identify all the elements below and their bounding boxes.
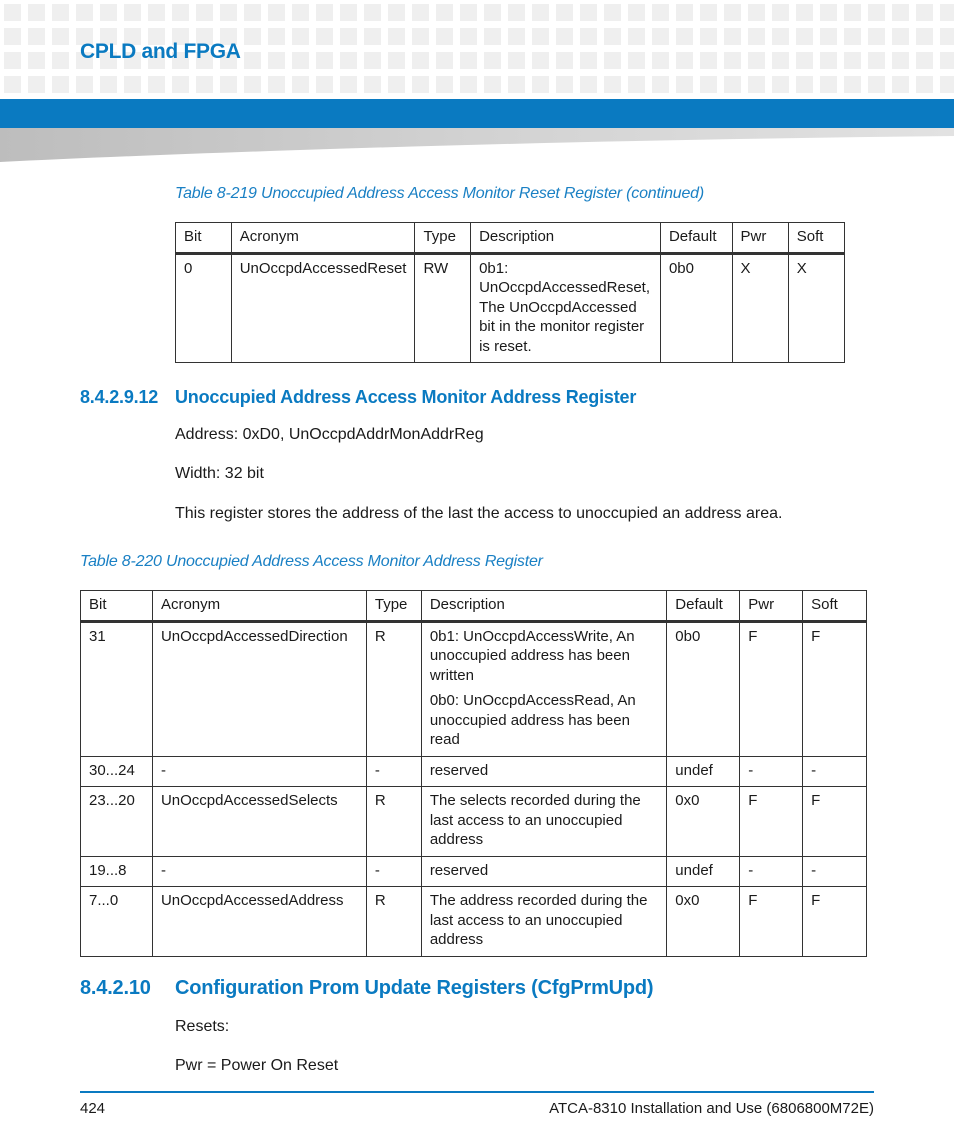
- header-pattern-tile: [700, 28, 717, 45]
- cell-bit: 30...24: [81, 756, 153, 787]
- header-pattern-tile: [172, 4, 189, 21]
- document-title: ATCA-8310 Installation and Use (6806800M72E): [549, 1100, 874, 1117]
- header-pattern-tile: [436, 28, 453, 45]
- header-pattern-tile: [340, 4, 357, 21]
- header-pattern-tile: [124, 4, 141, 21]
- header-pattern-tile: [340, 28, 357, 45]
- table1-caption: Table 8-219 Unoccupied Address Access Monitor Reset Register (continued): [175, 185, 704, 202]
- header-pattern-tile: [28, 76, 45, 93]
- cell-bit: 23...20: [81, 787, 153, 857]
- table2: [80, 590, 867, 957]
- cell-soft: X: [788, 253, 844, 363]
- cell-acronym: -: [152, 756, 366, 787]
- header-pattern-tile: [244, 52, 261, 69]
- header-pattern-tile: [4, 76, 21, 93]
- header-pattern-tile: [124, 76, 141, 93]
- cell-acronym: -: [152, 856, 366, 887]
- cell-type: R: [366, 887, 421, 957]
- table-row: [81, 621, 867, 756]
- header-pattern-tile: [724, 28, 741, 45]
- header-pattern-tile: [508, 4, 525, 21]
- header-pattern-tile: [292, 28, 309, 45]
- header-pattern-tile: [436, 4, 453, 21]
- header-pattern-tile: [556, 28, 573, 45]
- header-pattern-tile: [748, 28, 765, 45]
- header-pattern-tile: [268, 28, 285, 45]
- header-pattern-tile: [340, 76, 357, 93]
- cell-pwr: F: [740, 887, 803, 957]
- header-pattern-tile: [628, 28, 645, 45]
- header-pattern-tile: [652, 4, 669, 21]
- table2-caption: Table 8-220 Unoccupied Address Access Monitor Address Register: [80, 553, 543, 570]
- table1-col-header: Description: [471, 223, 661, 254]
- cell-acronym: UnOccpdAccessedDirection: [152, 621, 366, 756]
- header-pattern-tile: [196, 76, 213, 93]
- header-pattern-tile: [388, 4, 405, 21]
- header-pattern-tile: [796, 4, 813, 21]
- header-pattern-tile: [316, 52, 333, 69]
- header-pattern-tile: [628, 4, 645, 21]
- header-pattern-tile: [652, 76, 669, 93]
- header-pattern-tile: [796, 52, 813, 69]
- header-pattern-tile: [676, 4, 693, 21]
- cell-soft: F: [803, 621, 867, 756]
- register-address: Address: 0xD0, UnOccpdAddrMonAddrReg: [175, 426, 484, 443]
- cell-pwr: -: [740, 856, 803, 887]
- header-pattern-tile: [916, 28, 933, 45]
- table2-col-header: Soft: [803, 591, 867, 622]
- header-pattern-tile: [604, 52, 621, 69]
- header-pattern-tile: [436, 52, 453, 69]
- cell-description: [421, 856, 666, 887]
- header-pattern-tile: [340, 52, 357, 69]
- header-pattern-tile: [676, 76, 693, 93]
- pwr-reset-definition: Pwr = Power On Reset: [175, 1057, 339, 1074]
- header-pattern-tile: [820, 76, 837, 93]
- header-pattern-tile: [364, 4, 381, 21]
- description-line: The selects recorded during the last access to an unoccupied address: [429, 792, 641, 848]
- header-pattern-tile: [580, 28, 597, 45]
- header-pattern-tile: [580, 4, 597, 21]
- description-line: 0b0: UnOccpdAccessRead, An unoccupied address has been read: [429, 692, 636, 748]
- header-pattern-tile: [244, 28, 261, 45]
- page-number: 424: [80, 1100, 106, 1117]
- register-description: This register stores the address of the last the access to unoccupied an address area.: [175, 505, 783, 522]
- header-pattern-tile: [604, 76, 621, 93]
- header-pattern-tile: [724, 76, 741, 93]
- cell-pwr: -: [740, 756, 803, 787]
- header-pattern-tile: [796, 76, 813, 93]
- header-pattern-tile: [940, 52, 954, 69]
- header-pattern-tile: [844, 76, 861, 93]
- section-heading: [80, 387, 636, 408]
- cell-default: undef: [667, 756, 740, 787]
- header-pattern-tile: [220, 76, 237, 93]
- header-pattern-tile: [364, 28, 381, 45]
- cell-bit: 7...0: [81, 887, 153, 957]
- section-number: 8.4.2.9.12: [80, 387, 159, 407]
- cell-bit: 19...8: [81, 856, 153, 887]
- chapter-title: CPLD and FPGA: [80, 40, 241, 63]
- header-pattern-tile: [844, 52, 861, 69]
- table1-col-header: Pwr: [732, 223, 788, 254]
- header-pattern-tile: [820, 28, 837, 45]
- cell-description: [421, 621, 666, 756]
- header-pattern-tile: [772, 76, 789, 93]
- header-blue-bar: [0, 99, 954, 128]
- header-pattern-tile: [508, 28, 525, 45]
- header-pattern-tile: [868, 52, 885, 69]
- header-pattern-tile: [772, 4, 789, 21]
- header-pattern-tile: [724, 4, 741, 21]
- cell-soft: F: [803, 787, 867, 857]
- section-heading: [80, 977, 653, 1000]
- header-pattern-tile: [604, 4, 621, 21]
- table2-col-header: Acronym: [152, 591, 366, 622]
- cell-acronym: UnOccpdAccessedAddress: [152, 887, 366, 957]
- cell-default: 0x0: [667, 887, 740, 957]
- header-pattern-tile: [292, 76, 309, 93]
- header-pattern-tile: [460, 4, 477, 21]
- header-pattern-tile: [484, 28, 501, 45]
- cell-default: 0x0: [667, 787, 740, 857]
- header-pattern-tile: [388, 76, 405, 93]
- header-pattern-tile: [316, 76, 333, 93]
- cell-soft: -: [803, 756, 867, 787]
- header-pattern-tile: [316, 28, 333, 45]
- header-pattern-tile: [4, 4, 21, 21]
- header-pattern-tile: [940, 4, 954, 21]
- header-pattern-tile: [412, 52, 429, 69]
- header-pattern-tile: [532, 4, 549, 21]
- description-line: 0b1: UnOccpdAccessWrite, An unoccupied address has been written: [429, 627, 635, 684]
- register-width: Width: 32 bit: [175, 465, 264, 482]
- header-pattern-tile: [508, 76, 525, 93]
- header-pattern-tile: [412, 4, 429, 21]
- description-line: reserved: [429, 761, 489, 779]
- cell-bit: 0: [176, 253, 232, 363]
- header-pattern-tile: [748, 76, 765, 93]
- cell-type: R: [366, 787, 421, 857]
- header-pattern-tile: [820, 4, 837, 21]
- table1-col-header: Soft: [788, 223, 844, 254]
- header-pattern-tile: [28, 52, 45, 69]
- table2-col-header: Bit: [81, 591, 153, 622]
- table1-col-header: Type: [415, 223, 471, 254]
- header-pattern-tile: [52, 76, 69, 93]
- table1-header-row: [176, 223, 845, 254]
- header-pattern-tile: [628, 52, 645, 69]
- header-pattern-tile: [556, 4, 573, 21]
- header-pattern-tile: [700, 76, 717, 93]
- footer-rule: [80, 1091, 874, 1093]
- header-pattern-tile: [652, 52, 669, 69]
- table2-col-header: Description: [421, 591, 666, 622]
- header-pattern-tile: [364, 52, 381, 69]
- header-pattern-tile: [484, 52, 501, 69]
- table-row: [81, 787, 867, 857]
- table-row: [176, 253, 845, 363]
- table1: [175, 222, 845, 363]
- header-pattern-tile: [868, 76, 885, 93]
- header-pattern-tile: [460, 28, 477, 45]
- header-pattern-tile: [892, 28, 909, 45]
- header-pattern-tile: [700, 4, 717, 21]
- table2-col-header: Type: [366, 591, 421, 622]
- header-pattern-tile: [652, 28, 669, 45]
- header-pattern-tile: [460, 76, 477, 93]
- cell-pwr: X: [732, 253, 788, 363]
- description-line: The address recorded during the last access to an unoccupied address: [429, 892, 648, 948]
- header-pattern-tile: [364, 76, 381, 93]
- header-pattern-tile: [292, 4, 309, 21]
- header-pattern-tile: [676, 28, 693, 45]
- header-pattern-tile: [892, 4, 909, 21]
- header-pattern-tile: [940, 76, 954, 93]
- header-pattern-tile: [172, 76, 189, 93]
- header-pattern-tile: [772, 52, 789, 69]
- header-pattern-tile: [868, 4, 885, 21]
- table2-col-header: Pwr: [740, 591, 803, 622]
- cell-pwr: F: [740, 621, 803, 756]
- table2-col-header: Default: [667, 591, 740, 622]
- cell-type: -: [366, 756, 421, 787]
- header-pattern-tile: [508, 52, 525, 69]
- header-pattern-tile: [244, 4, 261, 21]
- cell-soft: F: [803, 887, 867, 957]
- header-pattern-tile: [844, 28, 861, 45]
- header-pattern-tile: [580, 52, 597, 69]
- header-pattern-tile: [52, 28, 69, 45]
- cell-acronym: UnOccpdAccessedReset: [231, 253, 415, 363]
- header-pattern-tile: [940, 28, 954, 45]
- header-pattern-tile: [484, 4, 501, 21]
- header-pattern-tile: [484, 76, 501, 93]
- cell-default: undef: [667, 856, 740, 887]
- table-row: [81, 756, 867, 787]
- header-pattern-tile: [532, 28, 549, 45]
- header-pattern-tile: [268, 76, 285, 93]
- section-title: Unoccupied Address Access Monitor Address Register: [175, 387, 637, 407]
- table-row: [81, 887, 867, 957]
- header-pattern-tile: [268, 52, 285, 69]
- header-pattern-tile: [148, 4, 165, 21]
- cell-soft: -: [803, 856, 867, 887]
- cell-default: 0b0: [660, 253, 732, 363]
- cell-description: [421, 787, 666, 857]
- header-pattern-tile: [28, 4, 45, 21]
- header-pattern-tile: [676, 52, 693, 69]
- header-pattern-tile: [532, 52, 549, 69]
- cell-pwr: F: [740, 787, 803, 857]
- header-pattern-tile: [748, 52, 765, 69]
- header-pattern-tile: [412, 76, 429, 93]
- header-pattern-tile: [100, 76, 117, 93]
- cell-description: [471, 253, 661, 363]
- header-pattern-tile: [268, 4, 285, 21]
- header-pattern-tile: [844, 4, 861, 21]
- header-pattern-tile: [700, 52, 717, 69]
- header-pattern-tile: [604, 28, 621, 45]
- table-row: [81, 856, 867, 887]
- header-pattern-tile: [556, 52, 573, 69]
- cell-acronym: UnOccpdAccessedSelects: [152, 787, 366, 857]
- table1-col-header: Default: [660, 223, 732, 254]
- header-pattern-tile: [868, 28, 885, 45]
- header-pattern-tile: [388, 28, 405, 45]
- table1-col-header: Acronym: [231, 223, 415, 254]
- cell-default: 0b0: [667, 621, 740, 756]
- description-line: 0b1: UnOccpdAccessedReset, The UnOccpdAccessed bit in the monitor register is reset.: [479, 259, 651, 355]
- cell-type: -: [366, 856, 421, 887]
- header-gray-swoosh: [0, 128, 954, 164]
- cell-type: RW: [415, 253, 471, 363]
- header-pattern-tile: [916, 76, 933, 93]
- header-pattern-tile: [412, 28, 429, 45]
- header-pattern-tile: [388, 52, 405, 69]
- header-pattern-tile: [4, 28, 21, 45]
- header-pattern-tile: [580, 76, 597, 93]
- header-pattern-tile: [460, 52, 477, 69]
- header-pattern-tile: [556, 76, 573, 93]
- header-pattern-tile: [52, 4, 69, 21]
- header-pattern-tile: [628, 76, 645, 93]
- header-pattern-tile: [436, 76, 453, 93]
- header-pattern-tile: [76, 76, 93, 93]
- description-line: reserved: [429, 861, 489, 879]
- header-pattern-tile: [28, 28, 45, 45]
- header-pattern-tile: [244, 76, 261, 93]
- header-pattern-tile: [316, 4, 333, 21]
- header-pattern-tile: [52, 52, 69, 69]
- header-pattern-tile: [532, 76, 549, 93]
- header-pattern-tile: [100, 4, 117, 21]
- header-pattern-tile: [76, 4, 93, 21]
- section-number: 8.4.2.10: [80, 977, 151, 999]
- header-pattern-tile: [820, 52, 837, 69]
- header-pattern-tile: [796, 28, 813, 45]
- resets-label: Resets:: [175, 1018, 230, 1035]
- cell-bit: 31: [81, 621, 153, 756]
- table2-header-row: [81, 591, 867, 622]
- cell-description: [421, 756, 666, 787]
- header-pattern-tile: [196, 4, 213, 21]
- header-pattern-tile: [772, 28, 789, 45]
- header-pattern-tile: [220, 4, 237, 21]
- cell-type: R: [366, 621, 421, 756]
- header-pattern-tile: [916, 4, 933, 21]
- header-pattern-tile: [148, 76, 165, 93]
- section-title: Configuration Prom Update Registers (CfgPrmUpd): [175, 977, 654, 999]
- cell-description: [421, 887, 666, 957]
- header-pattern-tile: [892, 76, 909, 93]
- header-pattern-tile: [4, 52, 21, 69]
- header-pattern-tile: [292, 52, 309, 69]
- header-pattern-tile: [748, 4, 765, 21]
- header-pattern-tile: [892, 52, 909, 69]
- header-pattern-tile: [724, 52, 741, 69]
- header-pattern-tile: [916, 52, 933, 69]
- table1-col-header: Bit: [176, 223, 232, 254]
